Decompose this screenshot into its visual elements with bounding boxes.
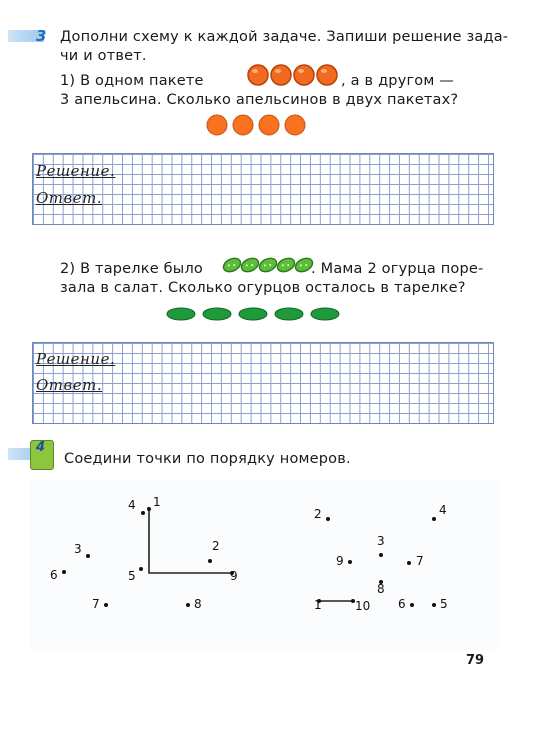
scheme-circle xyxy=(259,115,279,135)
dot-point[interactable] xyxy=(407,561,411,565)
orange-icon xyxy=(294,65,314,85)
dot-point[interactable] xyxy=(432,517,436,521)
dot-point[interactable] xyxy=(326,517,330,521)
dot-label: 4 xyxy=(439,503,447,517)
dot-label: 9 xyxy=(230,569,238,583)
problem-1-text-start: 1) В одном пакете xyxy=(60,73,204,89)
dot-label: 4 xyxy=(128,498,136,512)
dot-label: 7 xyxy=(92,597,100,611)
dot-point[interactable] xyxy=(147,507,151,511)
task-3-instruction-line1: Дополни схему к каждой задаче. Запиши решение зада- xyxy=(60,29,509,45)
dot-point[interactable] xyxy=(432,603,436,607)
dot-point[interactable] xyxy=(86,554,90,558)
scheme-circle xyxy=(233,115,253,135)
dot-label: 10 xyxy=(355,599,371,613)
scheme-oval xyxy=(275,308,303,320)
answer-label-2: Ответ. xyxy=(36,376,103,394)
scheme-oval xyxy=(311,308,339,320)
task-3-instruction-line2: чи и ответ. xyxy=(60,48,147,64)
problem-1-text-end: , а в другом — xyxy=(341,73,455,89)
cucumber-icon xyxy=(275,256,296,274)
scheme-oval xyxy=(203,308,231,320)
dot-label: 8 xyxy=(194,597,202,611)
dot-label: 5 xyxy=(440,597,448,611)
scheme-circle xyxy=(285,115,305,135)
dot-label: 1 xyxy=(314,598,322,612)
cucumber-icon xyxy=(257,256,278,274)
solution-label-1: Решение. xyxy=(36,162,116,180)
problem-2-text-line2: зала в салат. Сколько огурцов осталось в тарелке? xyxy=(60,280,466,296)
dot-point[interactable] xyxy=(62,570,66,574)
orange-icon xyxy=(271,65,291,85)
dot-label: 7 xyxy=(416,554,424,568)
problem-2-text-end: . Мама 2 огурца поре- xyxy=(311,261,484,277)
dot-point[interactable] xyxy=(104,603,108,607)
dot-point[interactable] xyxy=(410,603,414,607)
dot-label: 2 xyxy=(314,507,322,521)
scheme-oval xyxy=(239,308,267,320)
task-3-number: 3 xyxy=(36,27,47,45)
task-4-instruction: Соедини точки по порядку номеров. xyxy=(64,451,351,467)
dot-point[interactable] xyxy=(208,559,212,563)
cucumbers-on-plate-icon-group xyxy=(222,250,314,276)
left-figure-lines xyxy=(30,480,500,650)
scheme-circle xyxy=(207,115,227,135)
dot-label: 2 xyxy=(212,539,220,553)
dot-point[interactable] xyxy=(141,511,145,515)
problem-1-text-line2: 3 апельсина. Сколько апельсинов в двух пакетах? xyxy=(60,92,459,108)
task-4-number: 4 xyxy=(36,440,46,455)
orange-icon xyxy=(317,65,337,85)
dot-label: 9 xyxy=(336,554,344,568)
oranges-in-bag-icon-group xyxy=(246,62,342,88)
cucumber-scheme-ovals xyxy=(164,305,344,323)
dot-point[interactable] xyxy=(186,603,190,607)
dot-point[interactable] xyxy=(379,553,383,557)
solution-label-2: Решение. xyxy=(36,350,116,368)
scheme-oval xyxy=(167,308,195,320)
dot-label: 5 xyxy=(128,569,136,583)
dot-label: 6 xyxy=(398,597,406,611)
dot-label: 3 xyxy=(74,542,82,556)
dot-label: 8 xyxy=(377,582,385,596)
dot-label: 6 xyxy=(50,568,58,582)
orange-scheme-circles xyxy=(205,113,315,137)
orange-icon xyxy=(248,65,268,85)
dot-point[interactable] xyxy=(348,560,352,564)
cucumber-icon xyxy=(239,256,260,274)
dot-label: 1 xyxy=(153,495,161,509)
dot-point[interactable] xyxy=(139,567,143,571)
cucumber-icon xyxy=(222,256,243,274)
answer-label-1: Ответ. xyxy=(36,189,103,207)
page-number: 79 xyxy=(466,653,485,668)
problem-2-text-start: 2) В тарелке было xyxy=(60,261,203,277)
dot-label: 3 xyxy=(377,534,385,548)
